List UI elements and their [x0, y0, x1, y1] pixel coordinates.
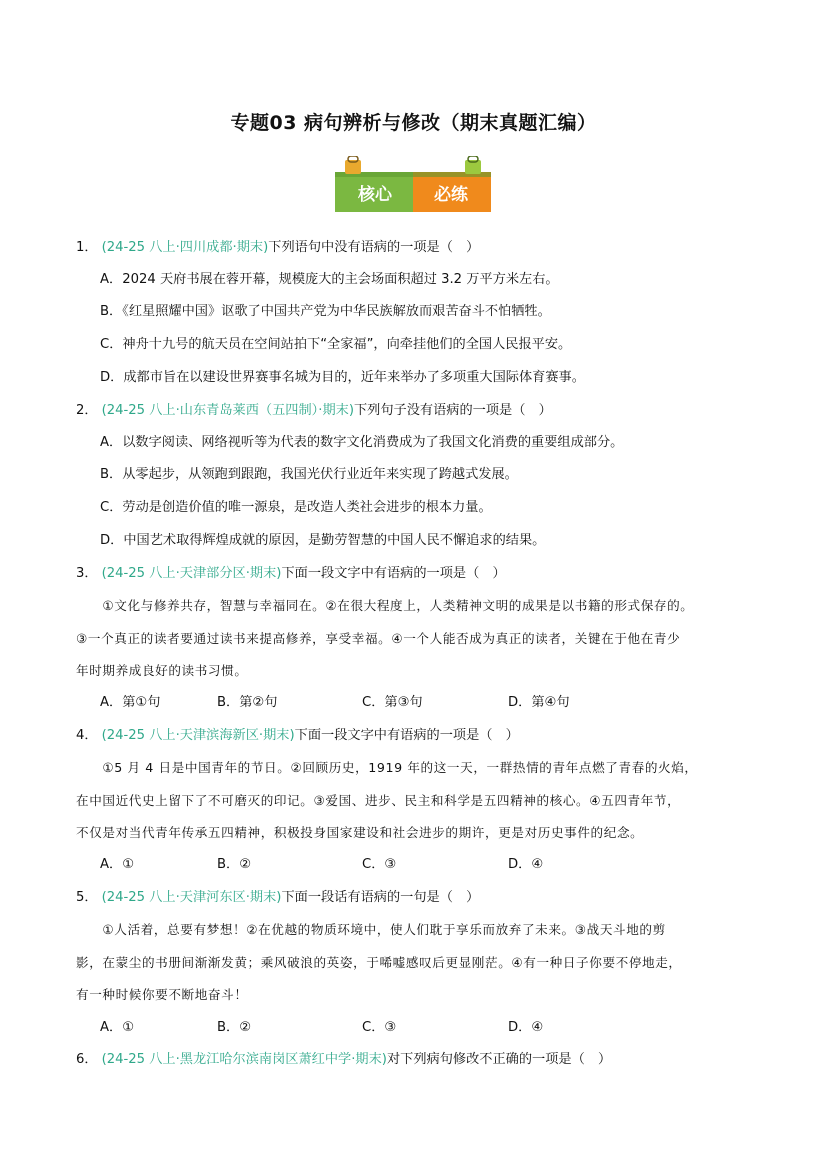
question-stem: 下面一段文字中有语病的一项是（ ）	[281, 566, 506, 581]
question-source: (24-25 八上·天津滨海新区·期末)	[101, 728, 295, 743]
question-6-header	[76, 1048, 611, 1067]
page-title: 专题03 病句辨析与修改（期末真题汇编）	[230, 112, 597, 134]
option-b: B．从零起步，从领跑到跟跑，我国光伏行业近年来实现了跨越式发展。	[100, 467, 518, 482]
option-a: A．2024 天府书展在蓉开幕，规模庞大的主会场面积超过 3.2 万平方米左右。	[100, 272, 559, 287]
question-stem: 下列语句中没有语病的一项是（ ）	[268, 240, 480, 255]
banner-left-text: 核心	[358, 185, 392, 205]
question-number: 2．	[76, 403, 98, 418]
choice-a: A．①	[100, 857, 135, 872]
passage-line: ③一个真正的读者要通过读书来提高修养，享受幸福。④一个人能否成为真正的读者，关键在于他在青少	[76, 631, 681, 646]
choice-d: D．④	[508, 1020, 544, 1035]
question-4-header	[76, 724, 519, 743]
choice-c: C．第③句	[362, 695, 423, 710]
question-source: (24-25 八上·黑龙江哈尔滨南岗区萧红中学·期末)	[101, 1052, 387, 1067]
question-stem: 下面一段文字中有语病的一项是（ ）	[294, 728, 519, 743]
binder-clip-icon	[345, 156, 361, 174]
passage-line: ①人活着，总要有梦想！②在优越的物质环境中，使人们耽于享乐而放弃了未来。③战天斗地的剪	[76, 922, 666, 937]
question-1-header	[76, 236, 479, 255]
question-stem: 对下列病句修改不正确的一项是（ ）	[386, 1052, 612, 1067]
choice-b: B．②	[217, 857, 252, 872]
option-c: C．劳动是创造价值的唯一源泉，是改造人类社会进步的根本力量。	[100, 500, 492, 515]
choice-c: C．③	[362, 1020, 397, 1035]
option-b: B．《红星照耀中国》讴歌了中国共产党为中华民族解放而艰苦奋斗不怕牺牲。	[100, 304, 551, 319]
core-practice-banner	[333, 156, 493, 216]
question-source: (24-25 八上·四川成都·期末)	[101, 240, 269, 255]
choice-d: D．④	[508, 857, 544, 872]
question-2-header	[76, 399, 552, 418]
question-3-header	[76, 562, 506, 581]
option-a: A．以数字阅读、网络视听等为代表的数字文化消费成为了我国文化消费的重要组成部分。	[100, 435, 624, 450]
question-number: 3．	[76, 566, 98, 581]
passage-line: 年时期养成良好的读书习惯。	[76, 663, 248, 678]
option-d: D．中国艺术取得辉煌成就的原因，是勤劳智慧的中国人民不懈追求的结果。	[100, 533, 546, 548]
passage-line: 不仅是对当代青年传承五四精神，积极投身国家建设和社会进步的期许，更是对历史事件的纪念。	[76, 825, 644, 840]
choice-d: D．第④句	[508, 695, 570, 710]
question-number: 6．	[76, 1052, 98, 1067]
passage-line: ①文化与修养共存，智慧与幸福同在。②在很大程度上，人类精神文明的成果是以书籍的形式保存的。	[76, 598, 694, 613]
question-source: (24-25 八上·山东青岛莱西（五四制）·期末)	[101, 403, 354, 418]
passage-line: 影，在蒙尘的书册间渐渐发黄；乘风破浪的英姿，于唏嘘感叹后更显刚茫。④有一种日子你要不停地走，	[76, 955, 682, 970]
question-number: 4．	[76, 728, 98, 743]
question-number: 1．	[76, 240, 98, 255]
question-stem: 下面一段话有语病的一句是（ ）	[281, 890, 480, 905]
choice-a: A．①	[100, 1020, 135, 1035]
question-5-header	[76, 886, 479, 905]
choice-a: A．第①句	[100, 695, 161, 710]
passage-line: ①5 月 4 日是中国青年的节日。②回顾历史，1919 年的这一天，一群热情的青年点燃了青春的火焰，	[76, 760, 698, 775]
question-source: (24-25 八上·天津河东区·期末)	[101, 890, 282, 905]
choice-b: B．第②句	[217, 695, 278, 710]
banner-right-text: 必练	[434, 185, 468, 205]
choice-b: B．②	[217, 1020, 252, 1035]
option-c: C．神舟十九号的航天员在空间站拍下“全家福”，向牵挂他们的全国人民报平安。	[100, 337, 572, 352]
passage-line: 有一种时候你要不断地奋斗！	[76, 987, 248, 1002]
passage-line: 在中国近代史上留下了不可磨灭的印记。③爱国、进步、民主和科学是五四精神的核心。④五四青年节，	[76, 793, 681, 808]
choice-c: C．③	[362, 857, 397, 872]
binder-clip-icon	[465, 156, 481, 174]
question-number: 5．	[76, 890, 98, 905]
option-d: D．成都市旨在以建设世界赛事名城为目的，近年来举办了多项重大国际体育赛事。	[100, 370, 585, 385]
question-stem: 下列句子没有语病的一项是（ ）	[353, 403, 552, 418]
question-source: (24-25 八上·天津部分区·期末)	[101, 566, 282, 581]
